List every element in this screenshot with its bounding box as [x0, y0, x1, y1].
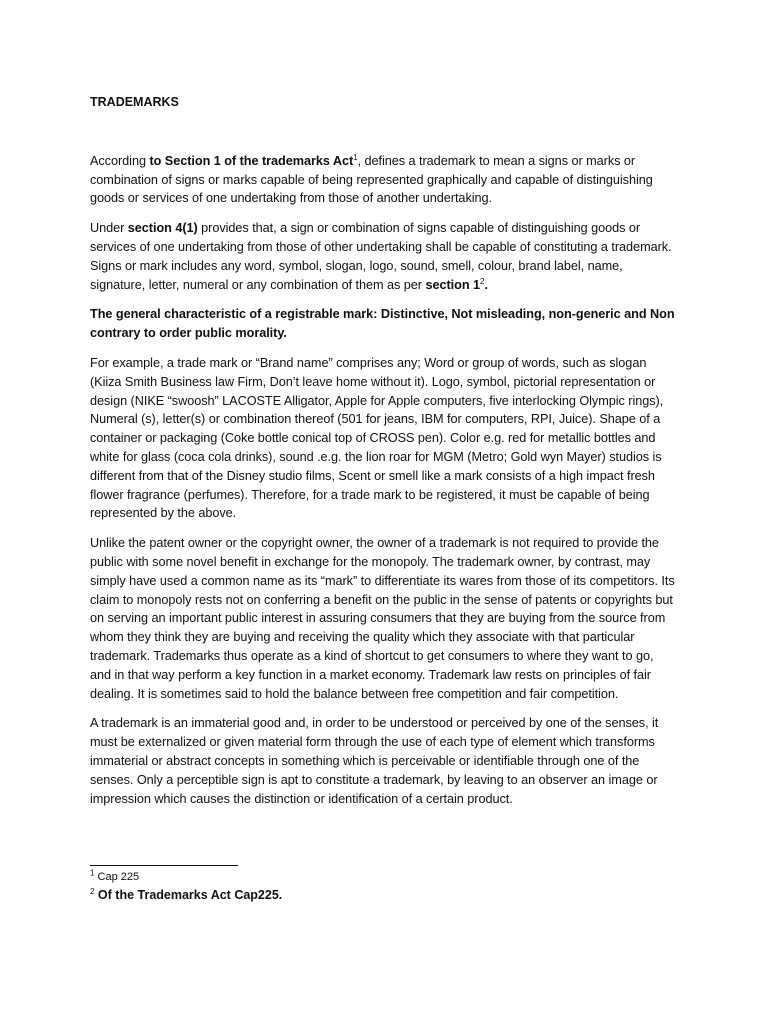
footnote-text: Cap 225 [94, 871, 140, 883]
paragraph-examples: For example, a trade mark or “Brand name” comprises any; Word or group of words, such as slogan (Kiiza Smith Business law Firm, Don’t leave home without it). Logo, symbol, pictorial representation or design (NIKE “swoosh” LACOSTE Alligator, Apple for Apple computers, five interlocking Olympic rings), Numeral (s), letter(s) or combination thereof (501 for jeans, IBM for computers, RPI, Juice). Shape of a container or packaging (Coke bottle conical top of CROSS pen). Color e.g. red for metallic bottles and white for glass (coca cola drinks), sound .e.g. the lion roar for MGM (Metro; Gold wyn Mayer) studios is different from that of the Disney studio films, Scent or smell like a mark consists of a high impact fresh flower fragrance (perfumes). Therefore, for a trade mark to be registered, it must be capable of being represented by the above. [90, 355, 664, 521]
paragraph-section-4 [90, 219, 676, 294]
footnote-number: 1 [90, 868, 95, 878]
footnote-ref-1: 1 [353, 152, 358, 162]
bold-reference: section 4(1) [127, 221, 198, 236]
paragraph-text: Under [90, 221, 128, 236]
document-title: TRADEMARKS [90, 95, 179, 109]
bold-statement: The general characteristic of a registrable mark: Distinctive, Not misleading, non-generic and Non contrary to order public morality. [90, 307, 675, 341]
footnote-number: 2 [90, 886, 95, 896]
footnote-2 [90, 885, 676, 905]
footnote-text: Of the Trademarks Act Cap225. [94, 888, 283, 902]
paragraph-definition [90, 152, 676, 208]
paragraph-immaterial-good: A trademark is an immaterial good and, in order to be understood or perceived by one of the senses, it must be externalized or given material form through the use of each type of element which transforms immaterial or abstract concepts in something which is perceivable or identifiable through one of the senses. Only a perceptible sign is apt to constitute a trademark, by leaving to an observer an image or impression which causes the distinction or identification of a certain product. [90, 716, 659, 806]
footnote-separator [90, 865, 238, 866]
paragraph-text: , defines a trademark to mean a signs or marks or combination of signs or marks capable of being represented graphically and capable of distinguishing goods or services of one undertaking from those of another undertaking. [90, 153, 653, 206]
footnote-1 [90, 869, 676, 885]
paragraph-text: According [90, 153, 150, 168]
paragraph-monopoly: Unlike the patent owner or the copyright owner, the owner of a trademark is not required to provide the public with some novel benefit in exchange for the monopoly. The trademark owner, by contrast, may simply have used a common name as its “mark” to differentiate its wares from those of its competitors. Its claim to monopoly rests not on conferring a benefit on the public in the sense of patents or copyrights but on serving an important public interest in assuring consumers that they are buying from the source from whom they think they are buying and receiving the quality which they associate with that particular trademark. Trademarks thus operate as a kind of shortcut to get consumers to where they want to go, and in that way perform a key function in a market economy. Trademark law rests on principles of fair dealing. It is sometimes said to hold the balance between free competition and fair competition. [90, 536, 675, 701]
bold-period: . [484, 277, 488, 292]
bold-reference: section 1 [425, 277, 481, 292]
footnotes [90, 869, 676, 905]
footnote-ref-2: 2 [480, 276, 485, 286]
document-body [90, 93, 676, 819]
paragraph-characteristics [90, 305, 676, 343]
bold-reference: to Section 1 of the trademarks Act [149, 153, 354, 168]
paragraph-text: provides that, a sign or combination of signs capable of distinguishing goods or services of one undertaking from those of other undertaking shall be capable of constituting a trademark. Signs or mark includes any word, symbol, slogan, logo, sound, smell, colour, brand label, name, signature, letter, numeral or any combination of them as per [90, 221, 672, 292]
